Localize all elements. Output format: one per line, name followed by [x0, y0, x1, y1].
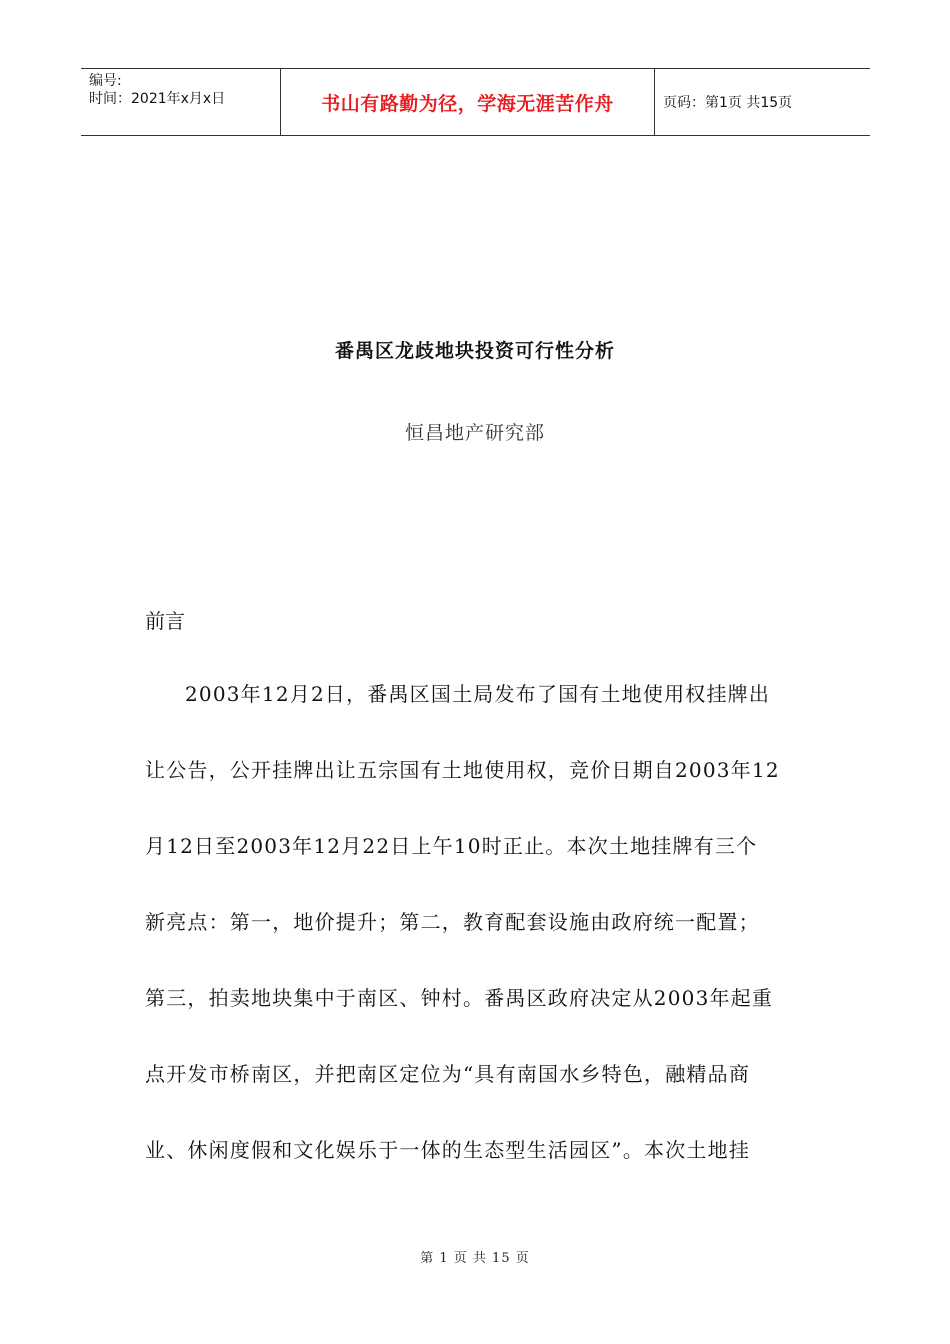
section-heading-preface: 前言 [145, 609, 185, 633]
paragraph-line: 第三，拍卖地块集中于南区、钟村。番禺区政府决定从2003年起重 [145, 986, 774, 1010]
document-title: 番禺区龙歧地块投资可行性分析 [334, 340, 615, 362]
preface-paragraph [145, 682, 835, 1214]
header-meta-cell [81, 69, 281, 135]
paragraph-line: 点开发市桥南区，并把南区定位为“具有南国水乡特色，融精品商 [145, 1062, 751, 1086]
header-page-cell [655, 69, 870, 135]
document-time-label: 时间：2021年x月x日 [89, 91, 226, 107]
paragraph-line: 新亮点：第一，地价提升；第二，教育配套设施由政府统一配置； [145, 910, 760, 934]
document-author: 恒昌地产研究部 [404, 422, 545, 444]
header-page-info: 页码：第1页 共15页 [663, 95, 793, 111]
document-number-label: 编号: [89, 73, 122, 89]
paragraph-line: 月12日至2003年12月22日上午10时正止。本次土地挂牌有三个 [145, 834, 758, 858]
paragraph-line: 2003年12月2日，番禺区国土局发布了国有土地使用权挂牌出 [185, 682, 771, 706]
paragraph-line: 业、休闲度假和文化娱乐于一体的生态型生活园区”。本次土地挂 [145, 1138, 751, 1162]
paragraph-line: 让公告，公开挂牌出让五宗国有土地使用权，竞价日期自2003年12 [145, 758, 780, 782]
document-header [81, 68, 870, 136]
page-footer: 第 1 页 共 15 页 [420, 1251, 530, 1266]
header-motto: 书山有路勤为径，学海无涯苦作舟 [321, 92, 614, 115]
header-motto-cell [281, 69, 655, 135]
